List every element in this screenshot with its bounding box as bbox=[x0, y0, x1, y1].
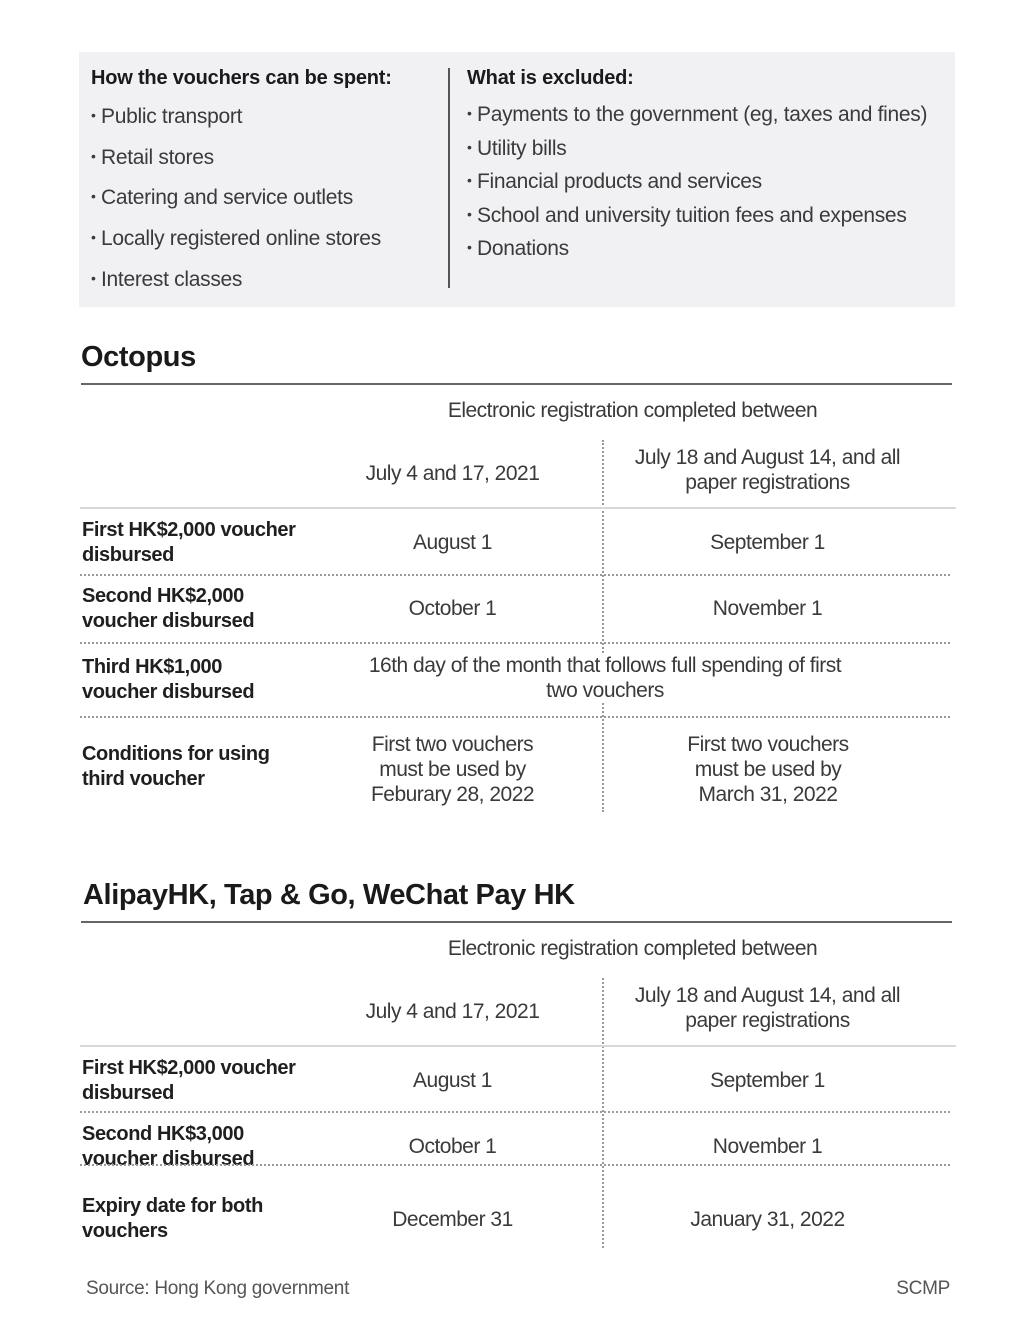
octopus-cell: August 1 bbox=[413, 531, 492, 554]
octopus-row-label: First HK$2,000 voucher disbursed bbox=[82, 519, 296, 566]
octopus-cell: September 1 bbox=[710, 531, 825, 554]
spent-column bbox=[91, 66, 441, 305]
excluded-item: • Payments to the government (eg, taxes and fines) bbox=[467, 103, 928, 126]
source-note: Source: Hong Kong government bbox=[86, 1278, 350, 1299]
octopus-cell: First two vouchers must be used by March 31, 2022 bbox=[687, 733, 849, 806]
spent-item: • Retail stores bbox=[91, 143, 441, 171]
spent-item: • Catering and service outlets bbox=[91, 183, 441, 211]
column-divider bbox=[448, 68, 450, 288]
octopus-cell: November 1 bbox=[712, 597, 823, 620]
row-divider bbox=[80, 574, 950, 576]
excluded-item: • Utility bills bbox=[467, 136, 567, 160]
octopus-row-label: Second HK$2,000 voucher disbursed bbox=[82, 585, 255, 632]
wallets-cell: August 1 bbox=[413, 1069, 492, 1092]
bullet-icon: • bbox=[467, 205, 472, 222]
octopus-merged-cell: 16th day of the month that follows full spending of first two vouchers bbox=[365, 653, 845, 703]
spent-item: • Locally registered online stores bbox=[91, 224, 441, 252]
octopus-row-label: Conditions for using third voucher bbox=[82, 743, 270, 790]
octopus-cell: First two vouchers must be used by Feburary 28, 2022 bbox=[370, 733, 535, 806]
excluded-list bbox=[467, 102, 947, 260]
octopus-title-rule bbox=[81, 383, 952, 385]
wallets-title-rule bbox=[81, 921, 952, 923]
wallets-header-rule bbox=[80, 1045, 956, 1047]
octopus-title: Octopus bbox=[81, 341, 196, 373]
spent-item: • Public transport bbox=[91, 102, 441, 130]
octopus-header: Electronic registration completed between bbox=[447, 399, 818, 422]
bullet-icon: • bbox=[467, 239, 472, 255]
wallets-row-label: Expiry date for both vouchers bbox=[82, 1195, 263, 1242]
info-box bbox=[79, 52, 955, 307]
bullet-icon: • bbox=[91, 269, 96, 286]
wallets-cell: December 31 bbox=[392, 1208, 513, 1231]
bullet-icon: • bbox=[467, 172, 472, 188]
row-divider bbox=[80, 642, 950, 644]
wallets-cell: January 31, 2022 bbox=[690, 1208, 845, 1231]
wallets-header: Electronic registration completed between bbox=[447, 937, 818, 960]
wallets-row-label: Second HK$3,000 voucher disbursed bbox=[82, 1123, 255, 1170]
row-divider bbox=[80, 1164, 950, 1166]
octopus-column-1: July 4 and 17, 2021 bbox=[365, 462, 540, 485]
excluded-item: • School and university tuition fees and expenses bbox=[467, 203, 907, 227]
excluded-item: • Financial products and services bbox=[467, 170, 762, 193]
octopus-cell: October 1 bbox=[408, 597, 497, 620]
wallets-column-2: July 18 and August 14, and all paper registrations bbox=[634, 984, 901, 1032]
wallets-title: AlipayHK, Tap & Go, WeChat Pay HK bbox=[83, 879, 575, 911]
excluded-item: • Donations bbox=[467, 237, 569, 260]
bullet-icon: • bbox=[467, 138, 472, 155]
wallets-row-label: First HK$2,000 voucher disbursed bbox=[82, 1057, 296, 1104]
bullet-icon: • bbox=[91, 147, 96, 164]
excluded-title: What is excluded: bbox=[467, 67, 634, 89]
octopus-column-divider bbox=[602, 440, 604, 812]
octopus-header-rule bbox=[80, 507, 956, 509]
excluded-column bbox=[467, 66, 947, 270]
octopus-row-label: Third HK$1,000 voucher disbursed bbox=[82, 656, 255, 703]
bullet-icon: • bbox=[467, 105, 472, 121]
spent-title: How the vouchers can be spent: bbox=[91, 67, 392, 89]
row-divider bbox=[80, 716, 950, 718]
wallets-cell: November 1 bbox=[712, 1135, 823, 1158]
credit-note: SCMP bbox=[896, 1278, 950, 1299]
wallets-column-divider bbox=[602, 978, 604, 1248]
bullet-icon: • bbox=[91, 107, 96, 123]
spent-item: • Interest classes bbox=[91, 265, 441, 293]
bullet-icon: • bbox=[91, 229, 96, 246]
bullet-icon: • bbox=[91, 188, 96, 205]
wallets-cell: October 1 bbox=[408, 1135, 497, 1158]
spent-list bbox=[91, 102, 441, 293]
wallets-column-1: July 4 and 17, 2021 bbox=[365, 1000, 540, 1023]
octopus-column-2: July 18 and August 14, and all paper registrations bbox=[634, 446, 901, 494]
row-divider bbox=[80, 1111, 950, 1113]
wallets-cell: September 1 bbox=[710, 1069, 825, 1092]
